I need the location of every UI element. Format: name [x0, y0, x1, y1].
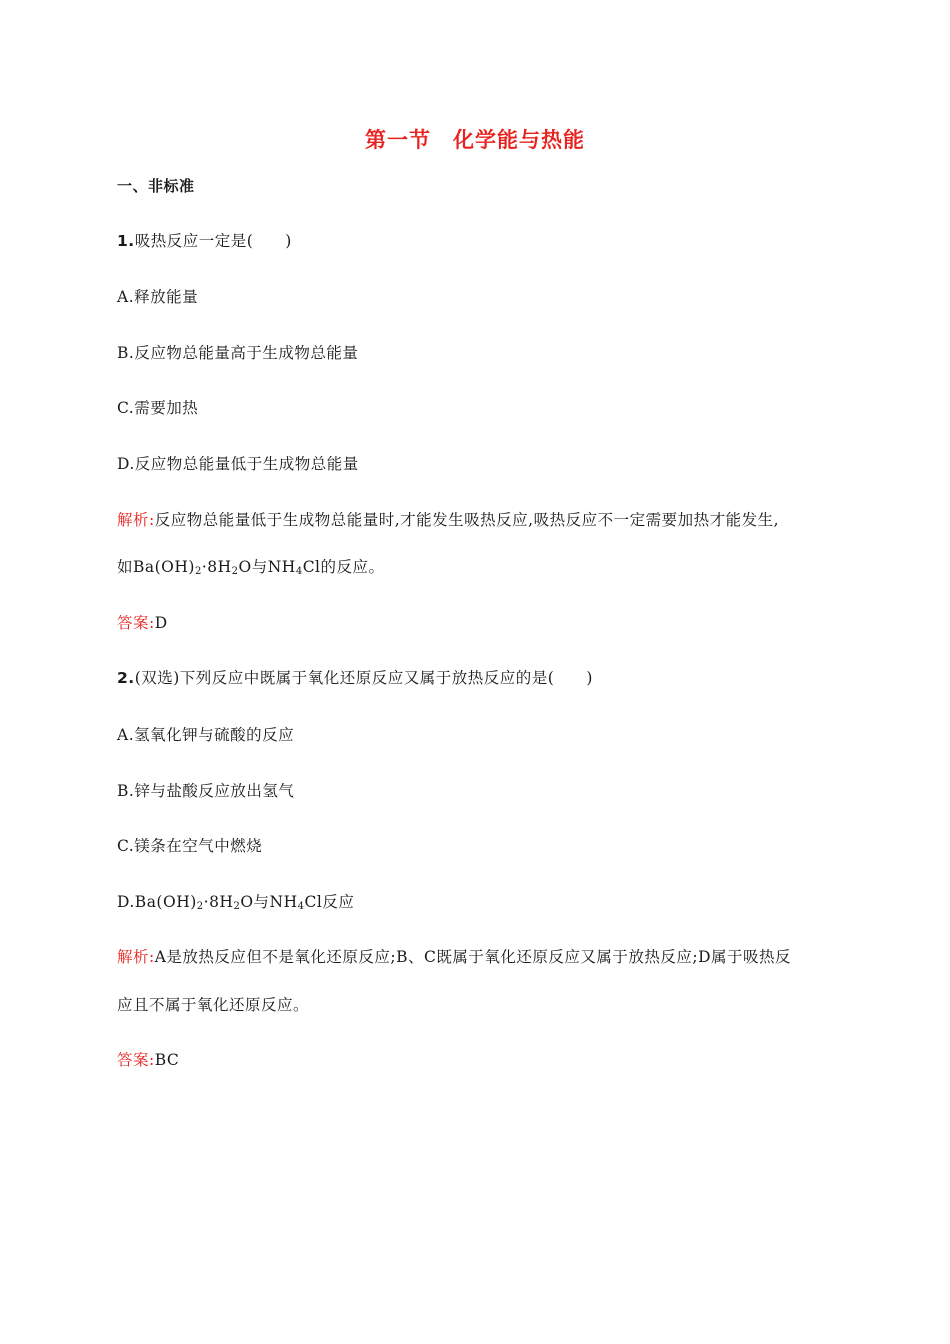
title-section-number: 第一节: [365, 128, 431, 152]
question-2-option-a: A.氢氧化钾与硫酸的反应: [117, 726, 295, 744]
formula-text: O与NH: [240, 893, 298, 911]
question-1-option-a: A.释放能量: [117, 288, 199, 306]
question-2-stem: [117, 668, 593, 688]
question-2-analysis-continued: 应且不属于氧化还原反应。: [117, 996, 310, 1014]
subscript: 2: [231, 566, 239, 577]
formula-text: ·8H: [203, 893, 234, 911]
page-title: [0, 124, 950, 154]
answer-value: D: [154, 614, 168, 632]
question-1-answer: [117, 613, 168, 633]
formula-text: Cl反应: [304, 893, 355, 911]
question-2-analysis: [117, 947, 791, 967]
formula-text: 如Ba(OH): [117, 558, 195, 576]
subscript: 2: [194, 566, 202, 577]
analysis-text: 反应物总能量低于生成物总能量时,才能发生吸热反应,吸热反应不一定需要加热才能发生,: [154, 511, 780, 529]
question-1-text: 吸热反应一定是( ): [134, 232, 292, 250]
question-2-option-d: [117, 892, 354, 912]
question-1-option-b: B.反应物总能量高于生成物总能量: [117, 344, 359, 362]
analysis-label: 解析:: [117, 511, 155, 529]
answer-label: 答案:: [117, 1051, 155, 1069]
question-1-option-c: C.需要加热: [117, 399, 199, 417]
question-2-answer: [117, 1050, 179, 1070]
formula-text: D.Ba(OH): [117, 893, 197, 911]
question-2-option-b: B.锌与盐酸反应放出氢气: [117, 782, 295, 800]
subscript: 4: [295, 566, 303, 577]
question-2-number: 2.: [117, 669, 135, 687]
formula-text: Cl的反应。: [302, 558, 385, 576]
answer-value: BC: [154, 1051, 180, 1069]
analysis-text: A是放热反应但不是氧化还原反应;B、C既属于氧化还原反应又属于放热反应;D属于吸热反: [154, 948, 792, 966]
formula-text: ·8H: [201, 558, 232, 576]
question-1-number: 1.: [117, 232, 135, 250]
section-heading: 一、非标准: [117, 177, 195, 195]
question-2-option-c: C.镁条在空气中燃烧: [117, 837, 263, 855]
question-1-stem: [117, 231, 292, 251]
subscript: 2: [196, 901, 204, 912]
analysis-label: 解析:: [117, 948, 155, 966]
formula-text: O与NH: [238, 558, 296, 576]
question-2-text: (双选)下列反应中既属于氧化还原反应又属于放热反应的是( ): [134, 669, 593, 687]
question-1-analysis-continued: [117, 557, 385, 577]
title-topic: 化学能与热能: [453, 128, 585, 152]
subscript: 4: [297, 901, 305, 912]
subscript: 2: [233, 901, 241, 912]
answer-label: 答案:: [117, 614, 155, 632]
question-1-analysis: [117, 510, 779, 530]
question-1-option-d: D.反应物总能量低于生成物总能量: [117, 455, 359, 473]
